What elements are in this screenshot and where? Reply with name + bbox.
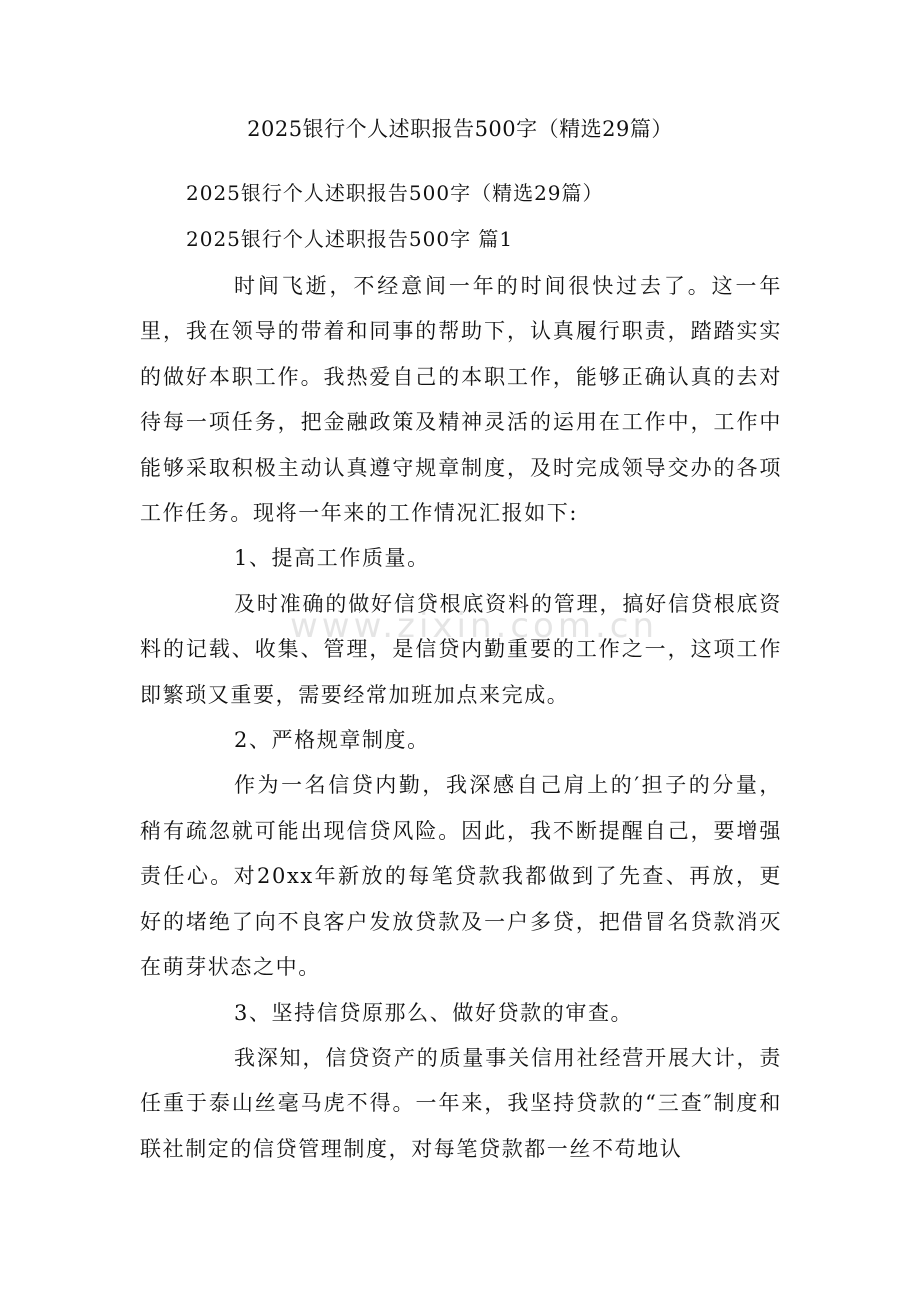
paragraph: 及时准确的做好信贷根底资料的管理，搞好信贷根底资料的记载、收集、管理，是信贷内勤重要的工作之一，这项工作即繁琐又重要，需要经常加班加点来完成。 <box>140 591 782 707</box>
list-item-heading: 1、提高工作质量。 <box>234 546 430 571</box>
list-item-heading: 2、严格规章制度。 <box>234 728 430 753</box>
document-title: 2025银行个人述职报告500字（精选29篇） <box>247 117 673 141</box>
paragraph-intro: 时间飞逝，不经意间一年的时间很快过去了。这一年里，我在领导的带着和同事的帮助下，认真履行职责，踏踏实实的做好本职工作。我热爱自己的本职工作，能够正确认真的去对待每一项任务，把金融政策及精神灵活的运用在工作中，工作中能够采取积极主动认真遵守规章制度，及时完成领导交办的各项工作任务。现将一年来的工作情况汇报如下: <box>140 274 782 526</box>
watermark: www.zixin.com.cn <box>290 606 658 646</box>
document-subheading: 2025银行个人述职报告500字（精选29篇） <box>186 181 604 205</box>
paragraph: 作为一名信贷内勤，我深感自己肩上的′担子的分量，稍有疏忽就可能出现信贷风险。因此，我不断提醒自己，要增强责任心。对20xx年新放的每笔贷款我都做到了先查、再放，更好的堵绝了向不良客户发放贷款及一户多贷，把借冒名贷款消灭在萌芽状态之中。 <box>140 773 782 980</box>
document-body <box>140 264 782 1172</box>
paragraph: 我深知，信贷资产的质量事关信用社经营开展大计，责任重于泰山丝毫马虎不得。一年来，我坚持贷款的“三查″制度和联社制定的信贷管理制度，对每笔贷款都一丝不苟地认 <box>140 1045 782 1161</box>
list-item-heading: 3、坚持信贷原那么、做好贷款的审查。 <box>234 1000 634 1025</box>
section-heading: 2025银行个人述职报告500字 篇1 <box>186 227 514 251</box>
